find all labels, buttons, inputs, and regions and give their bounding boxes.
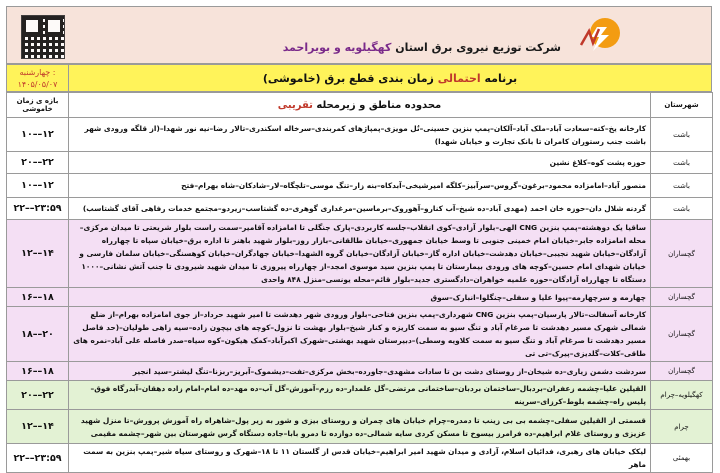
row-areas: سردشت دشمن زیاری–ده شیخان–از روستای دشت بن تا سادات مشهدی–جاورده–بخش مرکزی–تفت–دیشموک–آبریز–ربزنا–تنگ لیشتر–سید انجیر <box>69 362 651 381</box>
row-time: ۱۲––۱۴ <box>7 410 69 444</box>
column-header-areas-a: محدوده مناطق و زیرمحله <box>312 99 442 111</box>
row-areas: چهارمه و سرچهارمه–پیوا علیا و سفلی–چنگلوا–انبارک–سوق <box>69 288 651 307</box>
row-time: ۱۶––۱۸ <box>7 362 69 381</box>
row-county: باشت <box>651 174 713 198</box>
qr-code-icon <box>21 15 65 59</box>
row-county: باشت <box>651 118 713 152</box>
column-header-county: شهرستان <box>651 93 713 118</box>
date-day: چهارشنبه : <box>19 68 56 77</box>
row-areas: ساقیا یک دوهشته–پمپ بنزین CNG الهی–بلوار آزادی–کوی انقلاب–جلسه کاربردی–پارک جنگلی تا امامزاده آقامیر–سمت راست بلوار شریعتی تا میدان مرکزی–محله امامزاده جابر–خیابان امام خمینی جنوبی تا وسط خیابان جمهوری–خیابان طالقانی–بازار روز–بلوار شهید باهنر تا اداره برق–خیابان سپاه تا چهارراه آزادگان–خیابان شهید نجیبی–خیابان دهدشت–خیابان اداره گاز–خیابان آزادگان–خیابان گروه الشهدا–خیابان جهادگران–خیابان کوهسنگی–خیابان سلمان فارسی و خیابان شهدای امام حسین–کوچه های ورودی بیمارستان تا پمپ بنزین سید موسوی امجد–از چهارراه پیروزی تا میدان شهید شیرودی تا جنب آتش نشانی–۱۰۰۰ دستگاه تا چهارراه آزادگان–حوزه علمیه خواهران–دادگستری جدید–بلوار قائم–محله یونسی–منزل ۸۴۸ واحدی <box>69 220 651 288</box>
column-header-areas-hl: تقریبی <box>277 99 313 111</box>
row-time: ۲۲––۲۳:۵۹ <box>7 444 69 473</box>
row-county: کهگیلویه–چرام <box>651 381 713 410</box>
row-areas: القیلین علیا–چشمه زعفران–بردبال–ساختمان بردبان–ساختمانی مرتضی–گل علمدار–ده رزم–آموزش–گل آب–ده مهد–ده امام–امام زاده دهقان–آبدرگاه فوق–پلیس راه–چشمه بلوط–کرزای–سرینه <box>69 381 651 410</box>
company-prefix: شرکت توزیع نیروی برق استان <box>391 41 561 54</box>
row-county: گچساران <box>651 288 713 307</box>
table-row <box>7 288 713 307</box>
tavanir-logo-icon <box>577 15 623 57</box>
row-areas: کارخانه یخ–کته–سعادت آباد–ملک آباد–آلکان–پمپ بنزین حسینی–تُل مویزی–پمپاژهای کمربندی–سرخاله اسکندری–تالار رضا–نیه نور شهدا–(از قلگه ورودی شهر باشت جنب رستوران کامران تا بانک تجارت و خیابان شهدا) <box>69 118 651 152</box>
row-county: باشت <box>651 198 713 220</box>
table-row <box>7 362 713 381</box>
table-row <box>7 220 713 288</box>
company-name <box>283 41 561 54</box>
row-time: ۱۸––۲۰ <box>7 307 69 362</box>
row-time: ۲۰––۲۲ <box>7 152 69 174</box>
table-row <box>7 152 713 174</box>
row-time: ۱۰––۱۲ <box>7 174 69 198</box>
row-county: بهمئی <box>651 444 713 473</box>
row-areas: گردنه شلال دان–حوزه خان احمد (مهدی آباد–ده شیخ–آب کنارو–آهوروک–برماسین–مرغداری گوهری–ده گشتاسب–زیردو–مجتمع خدمات رفاهی آقای گشتاسب) <box>69 198 651 220</box>
outage-table <box>6 92 713 473</box>
column-header-areas <box>69 93 651 118</box>
company-region: کهگیلویه و بویراحمد <box>282 41 392 54</box>
program-title <box>69 65 711 93</box>
row-areas: کارخانه آسفالت–تالار پارسیان–پمپ بنزین CNG شهرداری–پمپ بنزین فتاحی–بلوار ورودی شهر دهدشت تا امیر شهید حرداد–از جوی امامزاده بهرام–از ضلع شمالی شهرک مسیر دهدشت تا صرغام آباد و تنگ سیو به سمت کاریزه و کنار شیخ–بلوار بهشت تا نزول–کوچه های بیچون زاده–سیه زاهی طولیان–(حد فاصل مسیر دهدشت تا صرغام آباد و تنگ سیو به سمت کلاویه وسطی)–دبیرستان شهید بهشتی–شهرک اکبرآباد–کمک هیکون–کوه سیاه–صدر فاصله علی آباد–نمره های طاقی–کلات–گلدیزی–پیرک–تی تی <box>69 307 651 362</box>
row-county: گچساران <box>651 307 713 362</box>
row-time: ۲۰––۲۲ <box>7 381 69 410</box>
row-areas: منصور آباد–امامزاده محمود–برغون–گروس–سرآبیز–کلگه امیرشیخی–آبدکاه–بنه زار–تنگ موسی–تلچگاه–لار–شادکان–شاه بهرام–فتح <box>69 174 651 198</box>
program-title-hl: احتمالی <box>437 72 481 85</box>
table-row <box>7 198 713 220</box>
row-county: گچساران <box>651 220 713 288</box>
table-body <box>7 118 713 473</box>
program-title-b: زمان بندی قطع برق (خاموشی) <box>262 72 438 85</box>
table-row <box>7 118 713 152</box>
row-areas: حوزه پشت کوه–کلاغ نشین <box>69 152 651 174</box>
row-areas: قسمتی از القیلین سفلی–چشمه بی بی زینب تا دمدره–چرام خیابان های چمران و روستای بیزی و شور به زیر پول–شاهراه راه آموزش پرورش–تا منزل شهید عزیزی و روستای غلام ابراهیم–ده فرامرز بیسوخ تا مسکن کردی سایه شمالی–ده دوازده تا دمرو بابا–جاده دستگاه گرس شهرستان بین شهر–چشمه مقیمی <box>69 410 651 444</box>
outage-schedule-page <box>6 6 712 469</box>
table-row <box>7 444 713 473</box>
row-time: ۲۲––۲۳:۵۹ <box>7 198 69 220</box>
row-county: چرام <box>651 410 713 444</box>
row-time: ۱۰––۱۲ <box>7 118 69 152</box>
table-header-row <box>7 93 713 118</box>
row-areas: لیکک خیابان های رهبری، فدائیان اسلام، آزادی و میدان شهید امیر ابراهیم–خیابان قدس از گلستان ۱۱ تا ۱۸–شهرک و روستای سیاه شیر–پمپ بنزین به سمت ماهر <box>69 444 651 473</box>
date-box <box>7 65 69 93</box>
row-time: ۱۲––۱۴ <box>7 220 69 288</box>
column-header-time: بازه ی زمان خاموشی <box>7 93 69 118</box>
row-county: گچساران <box>651 362 713 381</box>
header-banner <box>6 6 712 64</box>
program-title-a: برنامه <box>480 72 518 85</box>
date-value: ۱۴۰۵/۰۵/۰۷ <box>17 80 58 89</box>
row-time: ۱۶––۱۸ <box>7 288 69 307</box>
title-bar <box>6 64 712 92</box>
table-row <box>7 174 713 198</box>
row-county: باشت <box>651 152 713 174</box>
table-row <box>7 381 713 410</box>
table-row <box>7 410 713 444</box>
table-row <box>7 307 713 362</box>
